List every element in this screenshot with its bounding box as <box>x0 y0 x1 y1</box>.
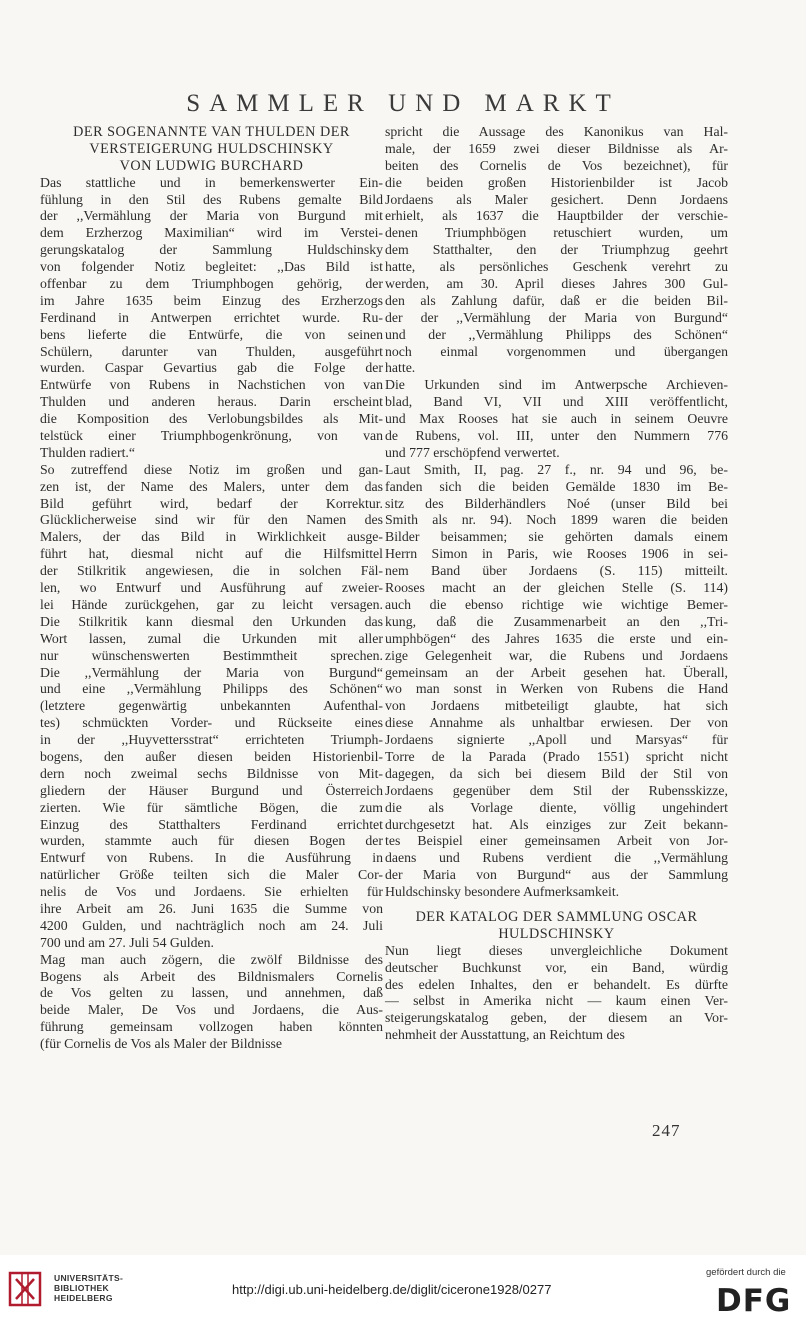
text-line: — selbst in Amerika nicht — kaum einen Ver- <box>385 993 728 1009</box>
article-heading <box>40 124 383 175</box>
heading-line: VON LUDWIG BURCHARD <box>119 157 304 174</box>
right-column <box>385 124 728 1044</box>
text-line: den als Zahlung dafür, daß er die beiden Bil- <box>385 292 728 308</box>
funded-by-label: gefördert durch die <box>706 1267 786 1278</box>
text-line: durchgesetzt hat. Als einziges zur Zeit bekann- <box>385 816 728 832</box>
text-line: tes) schmückten Vorder- und Rückseite eines <box>40 715 383 731</box>
text-line: (für Cornelis de Vos als Maler der Bildnisse <box>40 1036 283 1052</box>
text-line: Laut Smith, II, pag. 27 f., nr. 94 und 96, be- <box>385 461 728 477</box>
text-line: dagegen, da sich bei diesem Bild der Stil von <box>385 765 728 781</box>
text-line: zierten. Wie für sämtliche Bögen, die zum <box>40 799 383 815</box>
library-name-line: UNIVERSITÄTS- <box>54 1273 124 1283</box>
text-line: Thulden radiert.“ <box>40 444 136 460</box>
text-line: nem Band über Jordaens (S. 115) mitteilt. <box>385 563 728 579</box>
text-line: umphbögen“ des Jahres 1635 die erste und ein- <box>385 630 728 646</box>
text-line: Die Stilkritik kann diesmal den Urkunden das <box>40 613 383 629</box>
university-library-logo-icon[interactable] <box>8 1269 48 1309</box>
text-line: Rooses macht an der gleichen Stelle (S. 114) <box>385 580 728 596</box>
text-line: blad, Band VI, VII und XIII veröffentlicht, <box>385 394 728 410</box>
text-line: de Rubens, vol. III, unter den Nummern 776 <box>385 428 728 444</box>
heading-line: VERSTEIGERUNG HULDSCHINSKY <box>89 140 334 157</box>
heading-line: DER KATALOG DER SAMMLUNG OSCAR <box>415 908 698 925</box>
left-column <box>40 124 383 1053</box>
text-line: zen ist, der Name des Malers, unter dem das <box>40 478 383 494</box>
text-line: werden, am 30. April dieses Jahres 300 Gul- <box>385 276 728 292</box>
library-name-line: BIBLIOTHEK <box>54 1283 109 1293</box>
text-line: de Vos gelten zu lassen, und annehmen, daß <box>40 985 383 1001</box>
library-name-line: HEIDELBERG <box>54 1293 113 1303</box>
text-line: Jordaens signierte ,,Apoll und Marsyas“ für <box>385 732 728 748</box>
text-line: Bilder beisammen; sie gehörten damals einem <box>385 529 728 545</box>
text-line: male, der 1659 zwei dieser Bildnisse als Ar- <box>385 140 728 156</box>
text-line: bogens, den außer diesen beiden Historienbil- <box>40 748 383 764</box>
text-line: im Jahre 1635 beim Einzug des Erzherzogs <box>40 292 383 308</box>
text-line: dern noch zweimal sechs Bildnisse von Mit- <box>40 765 383 781</box>
dfg-logo[interactable]: DFG <box>716 1283 792 1319</box>
text-line: und Max Rooses hat sie auch in seinem Oeuvre <box>385 411 728 427</box>
text-line: wurden, stammte auch für diesen Bogen der <box>40 833 383 849</box>
text-line: fanden sich die beiden Gemälde 1830 im Be- <box>385 478 728 494</box>
page-number: 247 <box>652 1121 681 1140</box>
text-line: denen Triumphbögen retuschiert wurden, um <box>385 225 728 241</box>
text-line: beide Maler, De Vos und Jordaens, die Aus- <box>40 1002 383 1018</box>
text-line: (letztere gegenwärtig unbekannten Aufenthal- <box>40 698 383 714</box>
text-line: bens lieferte die Entwürfe, die von seinen <box>40 326 383 342</box>
text-line: 4200 Gulden, und nachträglich noch am 24. Juli <box>40 917 383 933</box>
second-article-heading <box>385 909 728 943</box>
text-line: nelis de Vos und Jordaens. Sie erhielten für <box>40 884 383 900</box>
article-body <box>40 175 383 1053</box>
text-line: die als Vorlage diente, völlig ungehindert <box>385 799 728 815</box>
text-line: natürlicher Größe teilten sich die Maler Cor- <box>40 867 383 883</box>
library-name[interactable] <box>54 1273 123 1303</box>
text-line: der ,,Vermählung der Maria von Burgund mit <box>40 208 383 224</box>
text-line: zige Gelegenheit war, die Rubens und Jordaens <box>385 647 728 663</box>
text-line: Schülern, darunter van Thulden, ausgeführt <box>40 343 383 359</box>
heading-line: DER SOGENANNTE VAN THULDEN DER <box>73 124 350 140</box>
text-line: deutscher Buchkunst vor, ein Band, würdig <box>385 959 728 975</box>
text-line: und der ,,Vermählung Philipps des Schönen“ <box>385 326 728 342</box>
text-line: noch einmal vorgenommen und übergangen <box>385 343 728 359</box>
text-line: Bogens als Arbeit des Bildnismalers Cornelis <box>40 968 383 984</box>
text-line: daens und Rubens verdient die ,,Vermählung <box>385 850 728 866</box>
text-line: nur wünschenswerten Bestimmtheit sprechen. <box>40 647 383 663</box>
text-line: der Maria von Burgund“ aus der Sammlung <box>385 867 728 883</box>
text-line: So zutreffend diese Notiz im großen und gan- <box>40 461 383 477</box>
text-line: telstück einer Triumphbogenkrönung, von van <box>40 428 383 444</box>
text-line: ihre Arbeit am 26. Juni 1635 die Summe von <box>40 900 383 916</box>
text-line: Entwurf von Rubens. In die Ausführung in <box>40 850 383 866</box>
text-line: Die ,,Vermählung der Maria von Burgund“ <box>40 664 383 680</box>
text-line: die beiden großen Historienbilder ist Jacob <box>385 174 728 190</box>
text-line: führung gemeinsam vollzogen haben könnten <box>40 1019 383 1035</box>
text-line: Jordaens gegenüber dem Stil der Rubensskizze, <box>385 782 728 798</box>
text-line: der Stilkritik angewiesen, die in solchen Fäl- <box>40 563 383 579</box>
text-line: in der ,,Huyvettersstrat“ errichteten Triumph- <box>40 732 383 748</box>
text-line: Einzug des Statthalters Ferdinand errichtet <box>40 816 383 832</box>
text-line: von folgender Notiz begleitet: ,,Das Bild ist <box>40 259 383 275</box>
text-line: fühlung in den Stil des Rubens gemalte Bild <box>40 191 383 207</box>
text-line: steigerungskatalog geben, der diesem an Vor- <box>385 1010 728 1026</box>
text-line: nehmheit der Ausstattung, an Reichtum des <box>385 1027 625 1043</box>
text-line: 700 und am 27. Juli 54 Gulden. <box>40 934 214 950</box>
text-line: diese Annahme als unhaltbar erwiesen. Der von <box>385 715 728 731</box>
text-line: und eine ,,Vermählung Philipps des Schönen“ <box>40 681 383 697</box>
text-line: kung, daß die Zusammenarbeit an den ,,Tri- <box>385 613 728 629</box>
text-line: gerungskatalog der Sammlung Huldschinsky <box>40 242 383 258</box>
text-line: Mag man auch zögern, die zwölf Bildnisse des <box>40 951 383 967</box>
text-line: Die Urkunden sind im Antwerpsche Archieven- <box>385 377 728 393</box>
text-line: Nun liegt dieses unvergleichliche Dokument <box>385 942 728 958</box>
section-title: SAMMLER UND MARKT <box>186 90 620 117</box>
text-line: hatte, als persönliches Geschenk verehrt zu <box>385 259 728 275</box>
text-line: wo man sonst in Werken von Rubens die Hand <box>385 681 728 697</box>
text-line: gliedern der Häuser Burgund und Österreich <box>40 782 383 798</box>
text-line: spricht die Aussage des Kanonikus van Hal- <box>385 124 728 139</box>
text-line: erhielt, als 1637 die Hauptbilder der verschie- <box>385 208 728 224</box>
text-line: dem Erzherzog Maximilian“ wird im Verstei- <box>40 225 383 241</box>
text-line: dem Statthalter, den der Triumphzug geehrt <box>385 242 728 258</box>
text-line: führt hat, diesmal nicht auf die Hilfsmittel <box>40 546 383 562</box>
text-line: Thulden und anderen heraus. Darin erscheint <box>40 394 383 410</box>
viewer-footer <box>0 1255 806 1326</box>
text-line: Wort lassen, zumal die Urkunden mit aller <box>40 630 383 646</box>
second-article-body <box>385 943 728 1044</box>
text-line: tes Beispiel einer gemeinsamen Arbeit von Jor- <box>385 833 728 849</box>
heading-line: HULDSCHINSKY <box>498 925 615 942</box>
text-line: beiten des Cornelis de Vos bezeichnet), für <box>385 157 728 173</box>
text-line: Herrn Simon in Paris, wie Rooses 1906 in sei- <box>385 546 728 562</box>
text-line: Jordaens als Maler gesichert. Denn Jordaens <box>385 191 728 207</box>
text-line: gemeinsam an der Arbeit gesehen hat. Überall, <box>385 664 728 680</box>
permalink-url[interactable]: http://digi.ub.uni-heidelberg.de/diglit/cicerone1928/0277 <box>232 1282 552 1297</box>
text-line: Malers, der das Bild in Wirklichkeit ausge- <box>40 529 383 545</box>
text-line: Das stattliche und in bemerkenswerter Ein- <box>40 174 383 190</box>
text-line: wurden. Caspar Gevartius gab die Folge der <box>40 360 383 376</box>
text-line: Bild geführt wird, bedarf der Korrektur. <box>40 495 383 511</box>
text-line: der der ,,Vermählung der Maria von Burgund“ <box>385 309 728 325</box>
article-body-continued <box>385 124 728 901</box>
text-line: len, wo Entwurf und Ausführung auf zweier- <box>40 580 383 596</box>
section-gap <box>385 901 728 909</box>
text-line: des edelen Inhaltes, den er behandelt. Es dürfte <box>385 976 728 992</box>
text-line: Glücklicherweise sind wir für den Namen des <box>40 512 383 528</box>
text-line: auch die ebenso richtige wie wichtige Bemer- <box>385 596 728 612</box>
text-line: von Jordaens mitbeteiligt glaubte, hat sich <box>385 698 728 714</box>
text-line: die Komposition des Verlobungsbildes als Mit- <box>40 411 383 427</box>
text-line: offenbar zu dem Triumphbogen gehörig, der <box>40 276 383 292</box>
text-line: und 777 erschöpfend verwertet. <box>385 444 560 460</box>
text-line: Torre de la Parada (Prado 1551) spricht nicht <box>385 748 728 764</box>
text-line: hatte. <box>385 360 416 376</box>
text-line: Ferdinand in Antwerpen errichtet wurde. Ru- <box>40 309 383 325</box>
text-line: Entwürfe von Rubens in Nachstichen von van <box>40 377 383 393</box>
text-line: sitz des Bilderhändlers Noé (unser Bild bei <box>385 495 728 511</box>
text-line: lei Hände zurückgehen, gar zu leicht versagen. <box>40 596 383 612</box>
text-line: Smith als nr. 94). Noch 1899 waren die beiden <box>385 512 728 528</box>
text-line: Huldschinsky besondere Aufmerksamkeit. <box>385 884 620 900</box>
